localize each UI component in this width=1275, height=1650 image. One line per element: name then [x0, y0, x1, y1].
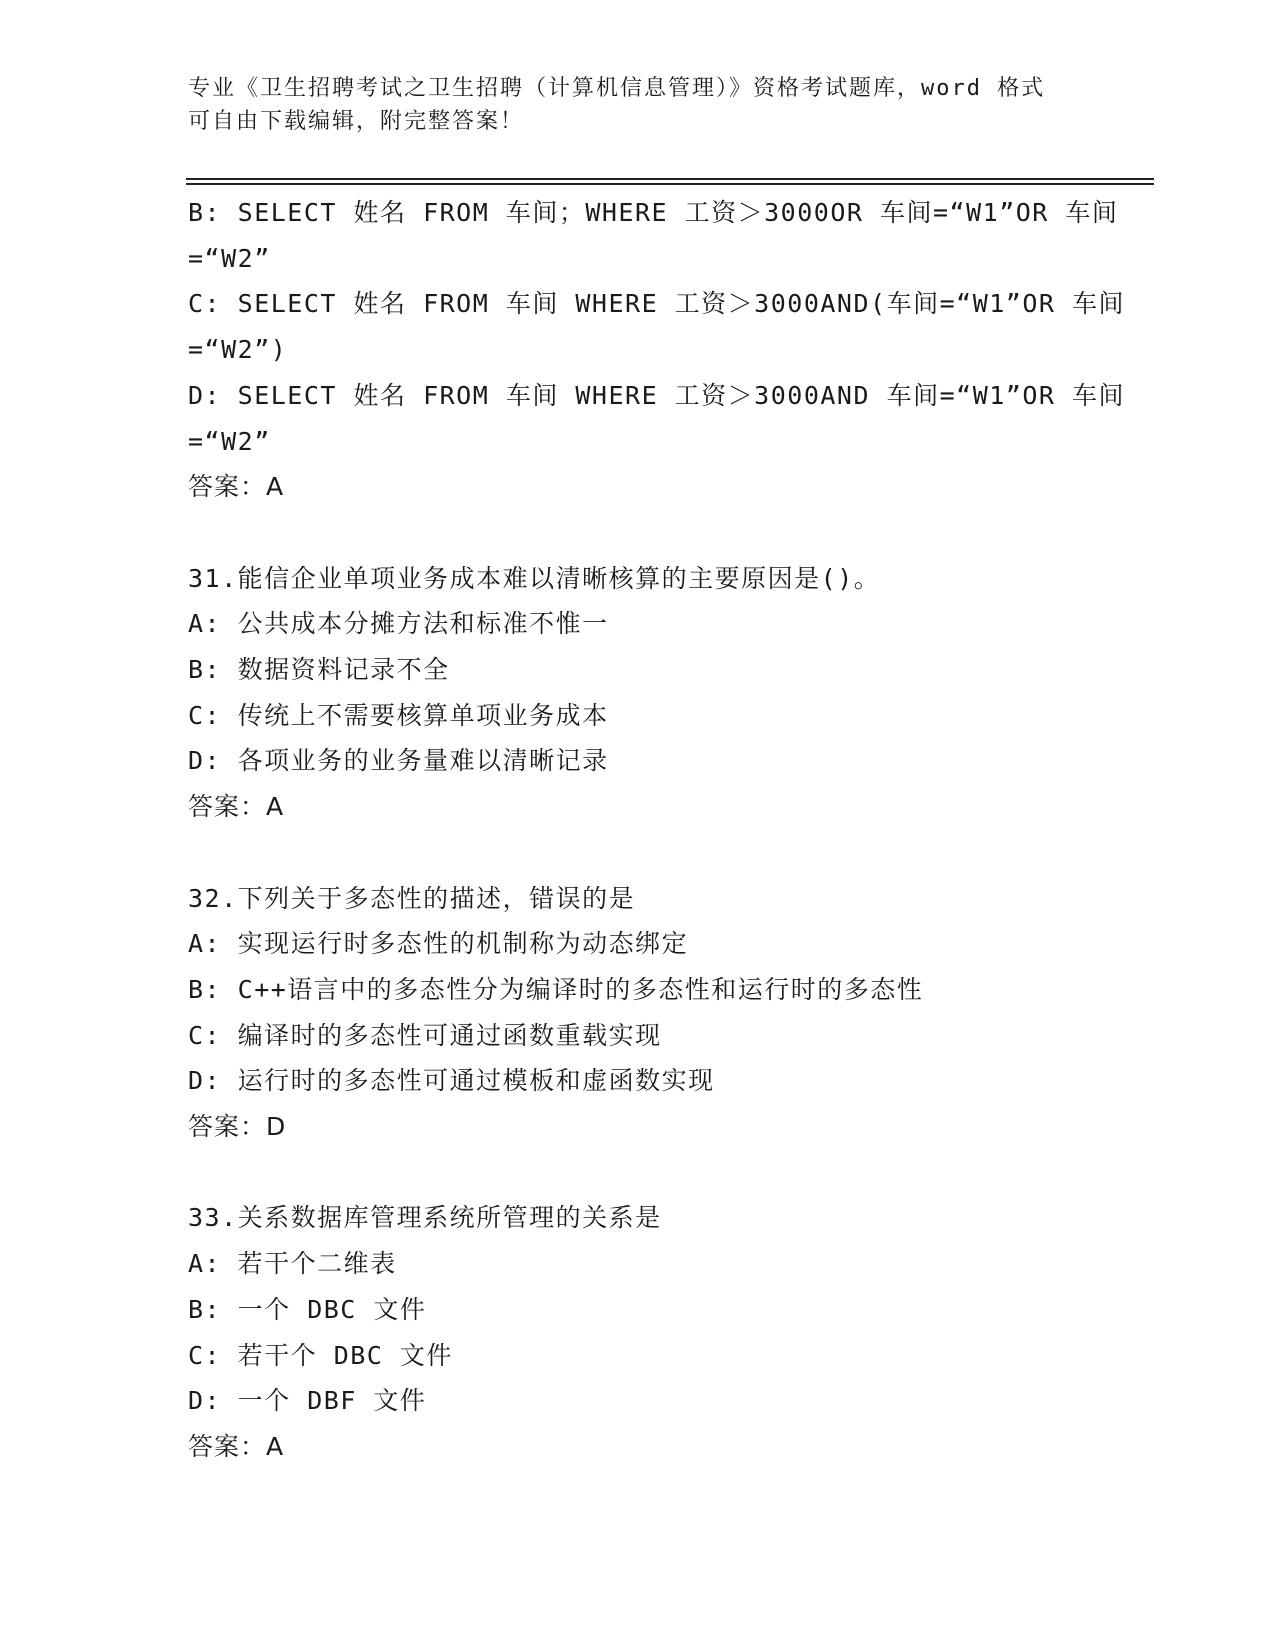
question-30-continued	[188, 190, 1126, 510]
document-header	[188, 72, 1088, 138]
option-a: A: 实现运行时多态性的机制称为动态绑定	[188, 929, 689, 959]
option-line: =“W2”	[188, 426, 271, 456]
question-33	[188, 1195, 1088, 1469]
header-line-1: 专业《卫生招聘考试之卫生招聘（计算机信息管理）》资格考试题库，word 格式	[188, 76, 1046, 101]
option-line: D: SELECT 姓名 FROM 车间 WHERE 工资＞3000AND 车间=“W1”OR 车间	[188, 380, 1126, 410]
option-c: C: 若干个 DBC 文件	[188, 1340, 453, 1370]
option-line: B: SELECT 姓名 FROM 车间；WHERE 工资＞3000OR 车间=“W1”OR 车间	[188, 198, 1119, 227]
header-line-2: 可自由下载编辑，附完整答案！	[188, 109, 525, 134]
answer-label: 答案：A	[188, 1431, 285, 1461]
option-d: D: 各项业务的业务量难以清晰记录	[188, 746, 609, 776]
question-stem: 31.能信企业单项业务成本难以清晰核算的主要原因是()。	[188, 563, 881, 593]
question-list	[188, 190, 1126, 1470]
option-b: B: C++语言中的多态性分为编译时的多态性和运行时的多态性	[188, 974, 924, 1004]
option-line: =“W2”	[188, 243, 271, 273]
question-stem: 32.下列关于多态性的描述，错误的是	[188, 883, 636, 913]
question-31	[188, 556, 1088, 830]
answer-label: 答案：A	[188, 472, 285, 502]
answer-label: 答案：D	[188, 1112, 287, 1142]
option-d: D: 一个 DBF 文件	[188, 1386, 427, 1416]
option-line: C: SELECT 姓名 FROM 车间 WHERE 工资＞3000AND(车间=“W1”OR 车间	[188, 289, 1126, 319]
option-a: A: 公共成本分摊方法和标准不惟一	[188, 609, 609, 639]
option-b: B: 一个 DBC 文件	[188, 1294, 427, 1324]
header-divider-top	[186, 178, 1154, 180]
option-line: =“W2”)	[188, 335, 288, 365]
answer-label: 答案：A	[188, 792, 285, 822]
option-d: D: 运行时的多态性可通过模板和虚函数实现	[188, 1066, 715, 1096]
option-c: C: 编译时的多态性可通过函数重载实现	[188, 1020, 662, 1050]
option-b: B: 数据资料记录不全	[188, 655, 450, 685]
header-divider-bottom	[186, 183, 1154, 185]
option-c: C: 传统上不需要核算单项业务成本	[188, 700, 609, 730]
question-stem: 33.关系数据库管理系统所管理的关系是	[188, 1203, 662, 1233]
option-a: A: 若干个二维表	[188, 1249, 397, 1279]
question-32	[188, 876, 1088, 1150]
